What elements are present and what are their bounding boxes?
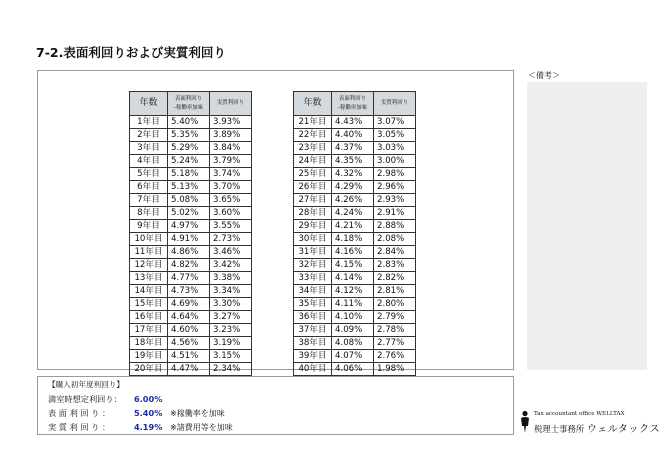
- surface-yield-cell: 4.40%: [332, 129, 374, 142]
- logo-japanese: 税理士事務所 ウェルタックス: [534, 424, 661, 435]
- surface-yield-cell: 5.13%: [168, 181, 210, 194]
- real-yield-cell: 2.79%: [374, 311, 416, 324]
- header-surface-yield: 表面利回り -稼働率加味: [332, 92, 374, 116]
- surface-yield-cell: 5.24%: [168, 155, 210, 168]
- table-row: [130, 155, 252, 168]
- surface-yield-note: ※稼働率を加味: [170, 409, 225, 418]
- first-year-yield-summary: [37, 376, 514, 435]
- year-cell: 17年目: [130, 324, 168, 337]
- real-yield-cell: 3.15%: [210, 350, 252, 363]
- real-yield-cell: 3.30%: [210, 298, 252, 311]
- year-cell: 37年目: [294, 324, 332, 337]
- real-yield-cell: 3.65%: [210, 194, 252, 207]
- table-row: [130, 116, 252, 129]
- real-yield-cell: 2.80%: [374, 298, 416, 311]
- year-cell: 14年目: [130, 285, 168, 298]
- figure-logo-icon: [518, 410, 532, 434]
- real-yield-cell: 2.82%: [374, 272, 416, 285]
- surface-yield-cell: 5.35%: [168, 129, 210, 142]
- year-cell: 2年目: [130, 129, 168, 142]
- table-row: [294, 259, 416, 272]
- year-cell: 39年目: [294, 350, 332, 363]
- real-yield-cell: 2.96%: [374, 181, 416, 194]
- table-row: [294, 220, 416, 233]
- year-cell: 4年目: [130, 155, 168, 168]
- table-row: [294, 337, 416, 350]
- real-yield-cell: 3.07%: [374, 116, 416, 129]
- year-cell: 33年目: [294, 272, 332, 285]
- real-yield-cell: 2.78%: [374, 324, 416, 337]
- summary-title: 【購入初年度利回り】: [48, 380, 124, 389]
- year-cell: 11年目: [130, 246, 168, 259]
- surface-yield-cell: 4.24%: [332, 207, 374, 220]
- real-yield-cell: 2.84%: [374, 246, 416, 259]
- real-yield-cell: 3.84%: [210, 142, 252, 155]
- real-yield-cell: 3.60%: [210, 207, 252, 220]
- real-yield-note: ※諸費用等を加味: [170, 423, 233, 432]
- real-yield-cell: 2.91%: [374, 207, 416, 220]
- year-cell: 31年目: [294, 246, 332, 259]
- year-cell: 29年目: [294, 220, 332, 233]
- header-real-yield: 実質利回り: [374, 92, 416, 116]
- real-yield-cell: 3.89%: [210, 129, 252, 142]
- table-row: [130, 272, 252, 285]
- table-row: [294, 324, 416, 337]
- header-year: 年数: [294, 92, 332, 116]
- real-yield-cell: 2.93%: [374, 194, 416, 207]
- surface-yield-cell: 4.64%: [168, 311, 210, 324]
- table-row: [130, 233, 252, 246]
- year-cell: 9年目: [130, 220, 168, 233]
- year-cell: 24年目: [294, 155, 332, 168]
- surface-yield-cell: 4.43%: [332, 116, 374, 129]
- real-yield-cell: 2.76%: [374, 350, 416, 363]
- table-row: [294, 168, 416, 181]
- real-yield-label: 実 質 利 回 り ：: [48, 422, 111, 432]
- year-cell: 1年目: [130, 116, 168, 129]
- real-yield-cell: 3.23%: [210, 324, 252, 337]
- table-row: [130, 311, 252, 324]
- table-row: [294, 194, 416, 207]
- table-row: [130, 129, 252, 142]
- table-row: [130, 181, 252, 194]
- year-cell: 19年目: [130, 350, 168, 363]
- surface-yield-cell: 4.21%: [332, 220, 374, 233]
- table-row: [130, 168, 252, 181]
- year-cell: 40年目: [294, 363, 332, 376]
- real-yield-cell: 3.38%: [210, 272, 252, 285]
- table-row: [130, 350, 252, 363]
- logo-english: Tax accountant office WELLTAX: [534, 411, 625, 417]
- year-cell: 6年目: [130, 181, 168, 194]
- table-row: [294, 129, 416, 142]
- surface-yield-cell: 4.07%: [332, 350, 374, 363]
- table-row: [130, 194, 252, 207]
- header-real-yield: 実質利回り: [210, 92, 252, 116]
- table-row: [294, 285, 416, 298]
- surface-yield-cell: 4.82%: [168, 259, 210, 272]
- real-yield-cell: 3.55%: [210, 220, 252, 233]
- year-cell: 18年目: [130, 337, 168, 350]
- surface-yield-cell: 4.26%: [332, 194, 374, 207]
- surface-yield-cell: 4.32%: [332, 168, 374, 181]
- real-yield-cell: 3.93%: [210, 116, 252, 129]
- table-row: [130, 324, 252, 337]
- surface-yield-cell: 4.16%: [332, 246, 374, 259]
- table-row: [130, 285, 252, 298]
- real-yield-cell: 2.73%: [210, 233, 252, 246]
- real-yield-cell: 2.98%: [374, 168, 416, 181]
- real-yield-row: [48, 422, 233, 433]
- table-row: [294, 298, 416, 311]
- surface-yield-cell: 4.60%: [168, 324, 210, 337]
- real-yield-cell: 3.42%: [210, 259, 252, 272]
- surface-yield-cell: 4.56%: [168, 337, 210, 350]
- table-row: [130, 246, 252, 259]
- header-surface-yield: 表面利回り -稼働率加味: [168, 92, 210, 116]
- surface-yield-cell: 4.69%: [168, 298, 210, 311]
- surface-yield-cell: 4.29%: [332, 181, 374, 194]
- year-cell: 36年目: [294, 311, 332, 324]
- assumed-yield-value: 6.00%: [134, 394, 163, 404]
- notes-label: ＜備考＞: [528, 71, 560, 80]
- real-yield-value: 4.19%: [134, 422, 163, 432]
- year-cell: 22年目: [294, 129, 332, 142]
- surface-yield-label: 表 面 利 回 り ：: [48, 408, 111, 418]
- real-yield-cell: 2.77%: [374, 337, 416, 350]
- year-cell: 3年目: [130, 142, 168, 155]
- real-yield-cell: 2.08%: [374, 233, 416, 246]
- table-row: [294, 363, 416, 376]
- surface-yield-cell: 5.08%: [168, 194, 210, 207]
- year-cell: 26年目: [294, 181, 332, 194]
- surface-yield-cell: 4.86%: [168, 246, 210, 259]
- year-cell: 30年目: [294, 233, 332, 246]
- year-cell: 23年目: [294, 142, 332, 155]
- real-yield-cell: 3.70%: [210, 181, 252, 194]
- real-yield-cell: 2.34%: [210, 363, 252, 376]
- year-cell: 7年目: [130, 194, 168, 207]
- surface-yield-cell: 4.09%: [332, 324, 374, 337]
- surface-yield-cell: 4.73%: [168, 285, 210, 298]
- surface-yield-cell: 4.18%: [332, 233, 374, 246]
- surface-yield-cell: 4.14%: [332, 272, 374, 285]
- table-row: [294, 155, 416, 168]
- surface-yield-value: 5.40%: [134, 408, 163, 418]
- year-cell: 5年目: [130, 168, 168, 181]
- real-yield-cell: 3.27%: [210, 311, 252, 324]
- yield-table-years-1-20: [129, 91, 252, 376]
- page-title: 7-2.表面利回りおよび実質利回り: [36, 45, 226, 60]
- surface-yield-cell: 5.02%: [168, 207, 210, 220]
- surface-yield-cell: 4.15%: [332, 259, 374, 272]
- table-row: [294, 207, 416, 220]
- table-row: [130, 142, 252, 155]
- year-cell: 15年目: [130, 298, 168, 311]
- table-row: [130, 298, 252, 311]
- yield-table-panel: [37, 70, 514, 374]
- year-cell: 12年目: [130, 259, 168, 272]
- table-row: [294, 181, 416, 194]
- table-row: [294, 142, 416, 155]
- real-yield-cell: 3.03%: [374, 142, 416, 155]
- year-cell: 8年目: [130, 207, 168, 220]
- real-yield-cell: 2.81%: [374, 285, 416, 298]
- surface-yield-cell: 5.29%: [168, 142, 210, 155]
- real-yield-cell: 3.74%: [210, 168, 252, 181]
- surface-yield-cell: 4.37%: [332, 142, 374, 155]
- surface-yield-cell: 4.35%: [332, 155, 374, 168]
- real-yield-cell: 3.00%: [374, 155, 416, 168]
- year-cell: 16年目: [130, 311, 168, 324]
- table-row: [130, 220, 252, 233]
- table-row: [294, 246, 416, 259]
- year-cell: 27年目: [294, 194, 332, 207]
- header-year: 年数: [130, 92, 168, 116]
- table-row: [130, 259, 252, 272]
- year-cell: 34年目: [294, 285, 332, 298]
- year-cell: 35年目: [294, 298, 332, 311]
- surface-yield-cell: 5.40%: [168, 116, 210, 129]
- surface-yield-cell: 5.18%: [168, 168, 210, 181]
- table-row: [294, 350, 416, 363]
- surface-yield-row: [48, 408, 225, 419]
- assumed-yield-row: [48, 394, 170, 405]
- year-cell: 13年目: [130, 272, 168, 285]
- surface-yield-cell: 4.08%: [332, 337, 374, 350]
- surface-yield-cell: 4.51%: [168, 350, 210, 363]
- table-row: [294, 233, 416, 246]
- welltax-logo: [518, 410, 661, 436]
- year-cell: 20年目: [130, 363, 168, 376]
- real-yield-cell: 2.88%: [374, 220, 416, 233]
- real-yield-cell: 3.46%: [210, 246, 252, 259]
- surface-yield-cell: 4.77%: [168, 272, 210, 285]
- surface-yield-cell: 4.11%: [332, 298, 374, 311]
- yield-table-years-21-40: [293, 91, 416, 376]
- real-yield-cell: 3.34%: [210, 285, 252, 298]
- real-yield-cell: 3.05%: [374, 129, 416, 142]
- surface-yield-cell: 4.91%: [168, 233, 210, 246]
- notes-box: [527, 82, 647, 370]
- surface-yield-cell: 4.12%: [332, 285, 374, 298]
- year-cell: 10年目: [130, 233, 168, 246]
- table-row: [130, 363, 252, 376]
- table-row: [294, 311, 416, 324]
- year-cell: 21年目: [294, 116, 332, 129]
- table-row: [130, 207, 252, 220]
- table-row: [294, 272, 416, 285]
- surface-yield-cell: 4.47%: [168, 363, 210, 376]
- year-cell: 25年目: [294, 168, 332, 181]
- table-row: [294, 116, 416, 129]
- year-cell: 28年目: [294, 207, 332, 220]
- real-yield-cell: 2.83%: [374, 259, 416, 272]
- assumed-yield-label: 満室時想定利回り：: [48, 394, 122, 404]
- year-cell: 32年目: [294, 259, 332, 272]
- year-cell: 38年目: [294, 337, 332, 350]
- real-yield-cell: 3.19%: [210, 337, 252, 350]
- surface-yield-cell: 4.06%: [332, 363, 374, 376]
- real-yield-cell: 3.79%: [210, 155, 252, 168]
- table-row: [130, 337, 252, 350]
- surface-yield-cell: 4.97%: [168, 220, 210, 233]
- surface-yield-cell: 4.10%: [332, 311, 374, 324]
- real-yield-cell: 1.98%: [374, 363, 416, 376]
